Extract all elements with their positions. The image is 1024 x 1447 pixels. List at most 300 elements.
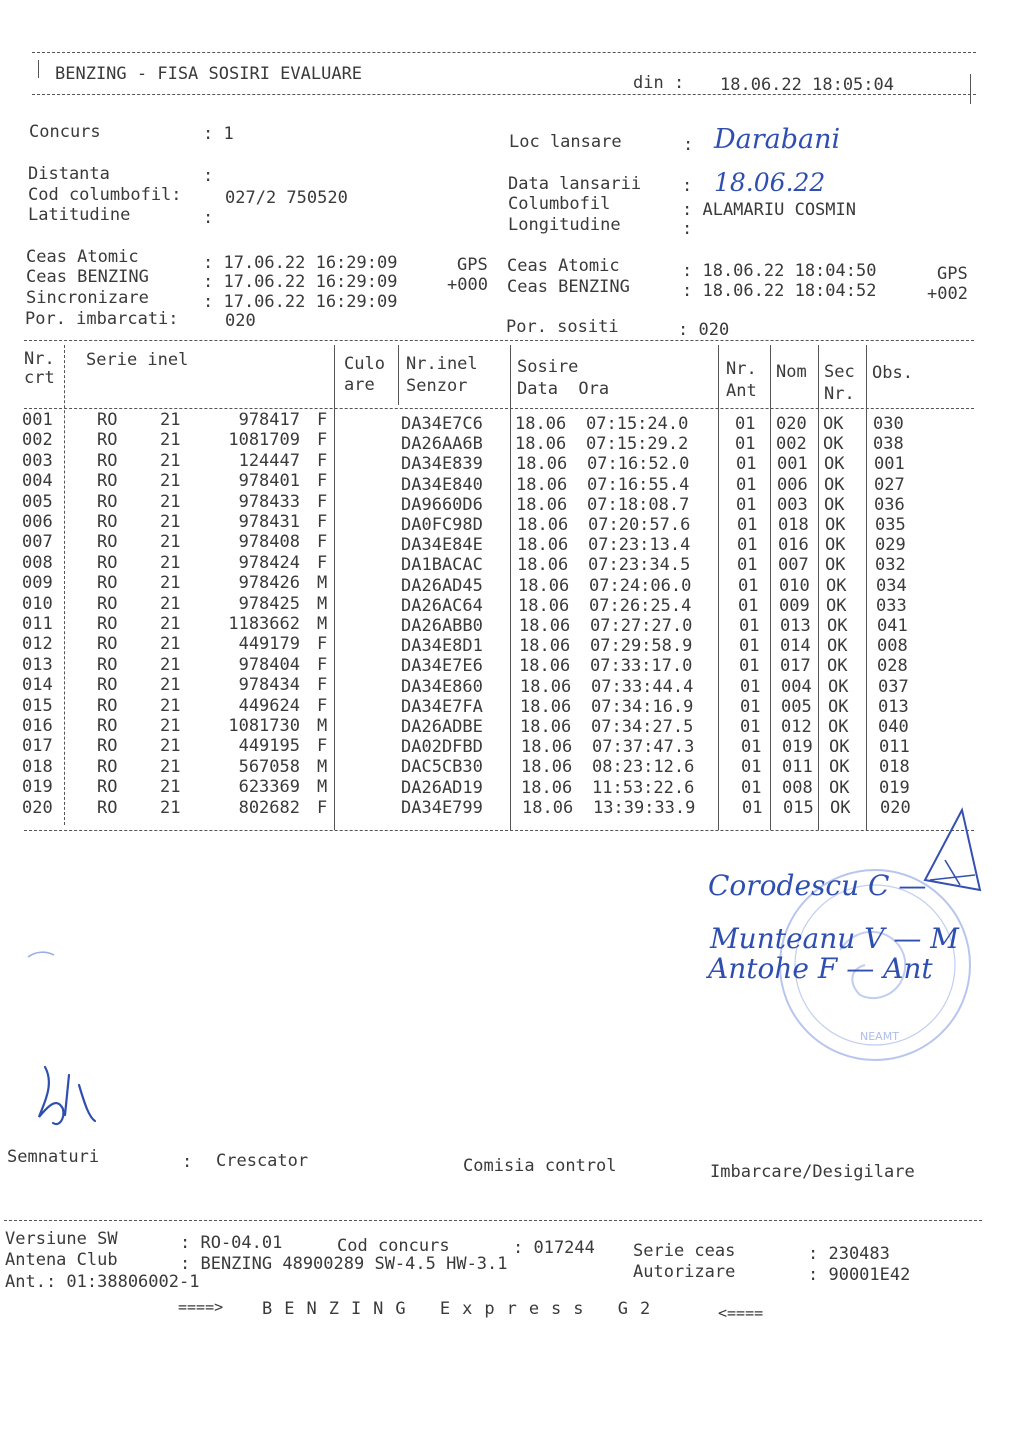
cell-date: 18.06 bbox=[521, 737, 573, 758]
cell-obs: 041 bbox=[877, 616, 908, 636]
cell-nr: 008 bbox=[22, 552, 53, 573]
cell-year: 21 bbox=[160, 614, 181, 634]
cell-obs: 029 bbox=[875, 535, 906, 556]
cell-ring: 124447 bbox=[238, 450, 300, 471]
header-nr-ant-1: Nr. bbox=[726, 359, 757, 379]
cell-sensor: DA34E8D1 bbox=[401, 636, 483, 657]
header-nr-ant-2: Ant bbox=[726, 381, 757, 401]
cell-obs: 035 bbox=[875, 515, 906, 535]
right-clock-atomic-extra: GPS bbox=[937, 264, 968, 284]
cell-ring: 623369 bbox=[238, 777, 300, 798]
cell-year: 21 bbox=[160, 736, 181, 757]
cell-nom: 004 bbox=[781, 676, 812, 697]
table-row bbox=[0, 614, 1024, 634]
cell-sec: OK bbox=[824, 454, 845, 475]
cell-nr: 002 bbox=[22, 430, 53, 451]
cell-antenna: 01 bbox=[735, 414, 756, 434]
cell-nom: 019 bbox=[782, 737, 813, 758]
longitudine-label: Longitudine bbox=[508, 215, 621, 235]
header-sec-nr: Nr. bbox=[824, 384, 855, 404]
cell-year: 21 bbox=[160, 532, 181, 553]
cell-antenna: 01 bbox=[740, 696, 761, 717]
cell-sec: OK bbox=[826, 575, 847, 596]
cell-sensor: DA1BACAC bbox=[401, 555, 483, 576]
cell-ring: 978434 bbox=[238, 675, 300, 696]
cell-country: RO bbox=[97, 573, 118, 594]
cell-antenna: 01 bbox=[735, 434, 756, 455]
imbarcati-value: 020 bbox=[225, 311, 256, 331]
cell-sex: M bbox=[317, 573, 328, 594]
header-crt: crt bbox=[24, 368, 55, 388]
cell-sensor: DA34E839 bbox=[401, 454, 483, 475]
svg-text:Antohe F — Ant: Antohe F — Ant bbox=[708, 952, 933, 985]
cell-date: 18.06 bbox=[522, 797, 574, 818]
cell-date: 18.06 bbox=[520, 717, 572, 737]
cell-country: RO bbox=[97, 634, 118, 655]
cell-nr: 020 bbox=[22, 797, 53, 818]
header-sosire: Sosire bbox=[517, 357, 579, 377]
cell-sex: M bbox=[317, 777, 328, 798]
header-culo: Culo bbox=[344, 354, 385, 374]
cell-nom: 011 bbox=[782, 757, 813, 778]
cell-time: 07:34:16.9 bbox=[591, 696, 694, 717]
cell-country: RO bbox=[97, 430, 118, 451]
cell-sec: OK bbox=[827, 616, 848, 636]
cell-ring: 978401 bbox=[238, 471, 300, 492]
cell-obs: 011 bbox=[879, 737, 910, 758]
svg-text:Munteanu V — M: Munteanu V — M bbox=[710, 922, 959, 955]
cell-sex: F bbox=[317, 410, 328, 430]
cell-nr: 007 bbox=[22, 532, 53, 553]
cell-nom: 018 bbox=[778, 515, 809, 535]
cell-sex: F bbox=[317, 450, 328, 471]
versiune-value: : RO-04.01 bbox=[180, 1233, 283, 1253]
cell-date: 18.06 bbox=[516, 494, 568, 515]
cell-obs: 040 bbox=[878, 717, 909, 737]
crescator-label: Crescator bbox=[216, 1151, 309, 1171]
longitudine-value: : bbox=[682, 219, 693, 239]
cell-date: 18.06 bbox=[517, 515, 569, 535]
cell-country: RO bbox=[97, 695, 118, 716]
cell-year: 21 bbox=[160, 450, 181, 471]
cell-ring: 978408 bbox=[238, 532, 300, 553]
cell-nom: 017 bbox=[780, 656, 811, 677]
cell-obs: 037 bbox=[878, 676, 909, 697]
cell-country: RO bbox=[97, 614, 118, 634]
col-divider-culo bbox=[398, 345, 399, 405]
loc-lansare-label: Loc lansare bbox=[509, 132, 622, 152]
cell-nr: 017 bbox=[22, 736, 53, 757]
cell-sec: OK bbox=[828, 676, 849, 697]
cell-sex: F bbox=[317, 654, 328, 675]
table-top-border bbox=[24, 340, 974, 341]
header-nr-inel: Nr.inel bbox=[406, 354, 478, 374]
cell-sec: OK bbox=[823, 414, 844, 434]
columbofil-label: Columbofil bbox=[508, 194, 611, 214]
table-row bbox=[0, 552, 1024, 576]
header-nom: Nom bbox=[776, 362, 807, 382]
document-title: BENZING - FISA SOSIRI EVALUARE bbox=[55, 64, 363, 84]
cell-sex: M bbox=[317, 593, 328, 614]
comisia-label: Comisia control bbox=[463, 1156, 617, 1176]
serie-ceas-label: Serie ceas bbox=[633, 1241, 736, 1261]
cell-obs: 030 bbox=[873, 414, 904, 434]
antena-label: Antena Club bbox=[5, 1250, 118, 1270]
cell-country: RO bbox=[97, 552, 118, 573]
commission-signatures-and-stamp bbox=[690, 797, 1000, 1070]
cell-year: 21 bbox=[160, 777, 181, 798]
cell-nr: 004 bbox=[22, 471, 53, 492]
cell-country: RO bbox=[97, 593, 118, 614]
cell-obs: 020 bbox=[880, 797, 911, 818]
cell-antenna: 01 bbox=[736, 454, 757, 475]
table-row bbox=[0, 532, 1024, 556]
right-clock-benzing-label: Ceas BENZING bbox=[507, 277, 630, 297]
cell-date: 18.06 bbox=[521, 777, 573, 798]
cell-country: RO bbox=[97, 532, 118, 553]
cell-sec: OK bbox=[829, 737, 850, 758]
cell-time: 07:23:13.4 bbox=[588, 535, 691, 556]
cell-ring: 978426 bbox=[238, 573, 300, 594]
cell-country: RO bbox=[97, 654, 118, 675]
cell-date: 18.06 bbox=[521, 757, 573, 778]
cell-antenna: 01 bbox=[737, 555, 758, 576]
cell-ring: 978404 bbox=[238, 654, 300, 675]
cell-country: RO bbox=[97, 471, 118, 492]
autorizare-label: Autorizare bbox=[633, 1262, 736, 1282]
table-row bbox=[0, 675, 1024, 695]
cell-antenna: 01 bbox=[736, 494, 757, 515]
cell-nr: 015 bbox=[22, 695, 53, 716]
cell-ring: 978431 bbox=[238, 512, 300, 532]
table-row bbox=[0, 430, 1024, 455]
cell-year: 21 bbox=[160, 654, 181, 675]
loc-lansare-handwritten: Darabani bbox=[714, 124, 841, 155]
concurs-label: Concurs bbox=[29, 122, 101, 142]
header-obs: Obs. bbox=[872, 363, 913, 383]
svg-text:Corodescu C —: Corodescu C — bbox=[708, 869, 927, 902]
cell-nr: 012 bbox=[22, 634, 53, 655]
cell-sensor: DA02DFBD bbox=[401, 737, 483, 758]
cell-sec: OK bbox=[825, 535, 846, 556]
cell-sensor: DA26AA6B bbox=[401, 434, 483, 455]
cell-nom: 001 bbox=[777, 454, 808, 475]
table-row bbox=[0, 716, 1024, 736]
concurs-value: : 1 bbox=[203, 124, 234, 144]
cell-ring: 978433 bbox=[238, 491, 300, 512]
cell-sex: F bbox=[317, 491, 328, 512]
table-row bbox=[0, 736, 1024, 756]
cell-obs: 001 bbox=[874, 454, 905, 475]
latitudine-label: Latitudine bbox=[28, 205, 131, 225]
distanta-value: : bbox=[203, 166, 214, 186]
right-clock-benzing-value: : 18.06.22 18:04:52 bbox=[682, 281, 877, 301]
cell-sensor: DA34E799 bbox=[401, 797, 483, 818]
cell-sex: M bbox=[317, 716, 328, 736]
cell-time: 07:16:52.0 bbox=[587, 454, 690, 475]
cell-sensor: DA0FC98D bbox=[401, 515, 483, 535]
cell-obs: 036 bbox=[874, 494, 905, 515]
cell-sex: F bbox=[317, 797, 328, 818]
cell-nr: 006 bbox=[22, 512, 53, 532]
cell-date: 18.06 bbox=[516, 474, 568, 495]
cell-sec: OK bbox=[823, 434, 844, 455]
cell-country: RO bbox=[97, 716, 118, 736]
cell-time: 07:20:57.6 bbox=[588, 515, 691, 535]
din-value: 18.06.22 18:05:04 bbox=[720, 75, 894, 95]
cell-date: 18.06 bbox=[515, 414, 567, 434]
cell-antenna: 01 bbox=[741, 757, 762, 778]
cell-ring: 1081709 bbox=[228, 430, 300, 451]
cell-year: 21 bbox=[160, 634, 181, 655]
cell-country: RO bbox=[97, 675, 118, 696]
cell-sec: OK bbox=[829, 777, 850, 798]
cell-nr: 018 bbox=[22, 756, 53, 777]
cell-sec: OK bbox=[827, 656, 848, 677]
table-row bbox=[0, 450, 1024, 475]
cell-ring: 1081730 bbox=[228, 716, 300, 736]
table-header-border bbox=[24, 408, 974, 409]
cell-sec: OK bbox=[824, 474, 845, 495]
cell-sex: F bbox=[317, 675, 328, 696]
cell-obs: 028 bbox=[877, 656, 908, 677]
cell-antenna: 01 bbox=[741, 777, 762, 798]
cell-obs: 019 bbox=[879, 777, 910, 798]
cell-nr: 014 bbox=[22, 675, 53, 696]
cell-sensor: DA26ADBE bbox=[401, 717, 483, 737]
cell-sensor: DA34E840 bbox=[401, 474, 483, 495]
autorizare-value: : 90001E42 bbox=[808, 1265, 911, 1285]
cell-time: 07:18:08.7 bbox=[587, 494, 690, 515]
data-lansarii-label: Data lansarii bbox=[508, 174, 642, 194]
imbarcare-label: Imbarcare/Desigilare bbox=[710, 1162, 915, 1182]
cell-time: 07:37:47.3 bbox=[592, 737, 695, 758]
brand-arrow-right: <==== bbox=[718, 1304, 764, 1322]
cell-date: 18.06 bbox=[516, 454, 568, 475]
header-are: are bbox=[344, 375, 375, 395]
cell-nr: 013 bbox=[22, 654, 53, 675]
right-clock-benzing-extra: +002 bbox=[927, 284, 968, 304]
cell-sex: F bbox=[317, 634, 328, 655]
cell-sensor: DA26AD19 bbox=[401, 777, 483, 798]
cell-obs: 018 bbox=[879, 757, 910, 778]
header-left-edge bbox=[38, 60, 39, 78]
cell-date: 18.06 bbox=[518, 595, 570, 616]
header-nr: Nr. bbox=[24, 349, 55, 369]
table-row bbox=[0, 634, 1024, 657]
cell-ring: 449195 bbox=[238, 736, 300, 757]
latitudine-value: : bbox=[203, 208, 214, 228]
cell-antenna: 01 bbox=[737, 535, 758, 556]
crescator-signature bbox=[25, 1055, 105, 1135]
cell-date: 18.06 bbox=[517, 535, 569, 556]
data-lansarii-handwritten: 18.06.22 bbox=[714, 168, 826, 197]
cell-sec: OK bbox=[826, 595, 847, 616]
cell-antenna: 01 bbox=[739, 656, 760, 677]
cell-sex: F bbox=[317, 532, 328, 553]
cell-obs: 032 bbox=[875, 555, 906, 576]
cell-obs: 008 bbox=[877, 636, 908, 657]
cell-sec: OK bbox=[829, 757, 850, 778]
cell-nom: 014 bbox=[780, 636, 811, 657]
cell-country: RO bbox=[97, 736, 118, 757]
cell-sensor: DA26AC64 bbox=[401, 595, 483, 616]
table-row bbox=[0, 573, 1024, 596]
cell-sensor: DA26ABB0 bbox=[401, 616, 483, 636]
cell-time: 07:29:58.9 bbox=[590, 636, 693, 657]
cell-obs: 038 bbox=[873, 434, 904, 455]
cell-nom: 016 bbox=[778, 535, 809, 556]
cell-country: RO bbox=[97, 491, 118, 512]
cell-date: 18.06 bbox=[520, 676, 572, 697]
cell-antenna: 01 bbox=[739, 636, 760, 657]
cod-concurs-value: : 017244 bbox=[513, 1238, 595, 1258]
cod-columbofil-label: Cod columbofil: bbox=[28, 185, 182, 205]
cell-ring: 978424 bbox=[238, 552, 300, 573]
cell-year: 21 bbox=[160, 593, 181, 614]
cell-year: 21 bbox=[160, 430, 181, 451]
cell-antenna: 01 bbox=[738, 595, 759, 616]
header-serie-inel: Serie inel bbox=[86, 350, 189, 370]
header-right-edge bbox=[970, 74, 971, 104]
cell-sensor: DAC5CB30 bbox=[401, 757, 483, 778]
cell-nom: 006 bbox=[777, 474, 808, 495]
cell-country: RO bbox=[97, 512, 118, 532]
cell-time: 07:27:27.0 bbox=[590, 616, 693, 636]
left-clock-atomic-value: : 17.06.22 16:29:09 bbox=[203, 253, 398, 273]
cell-sensor: DA34E84E bbox=[401, 535, 483, 556]
sositi-label: Por. sositi bbox=[506, 317, 619, 337]
cell-sensor: DA34E7C6 bbox=[401, 414, 483, 434]
cod-columbofil-value: 027/2 750520 bbox=[225, 188, 348, 208]
cell-sex: F bbox=[317, 552, 328, 573]
header-data-ora: Data Ora bbox=[517, 379, 610, 399]
signatures-colon: : bbox=[182, 1152, 193, 1172]
cell-nom: 015 bbox=[783, 797, 814, 818]
cell-sex: M bbox=[317, 756, 328, 777]
cell-year: 21 bbox=[160, 552, 181, 573]
table-row bbox=[0, 777, 1024, 797]
table-row bbox=[0, 757, 1024, 777]
cell-year: 21 bbox=[160, 573, 181, 594]
cell-sex: F bbox=[317, 471, 328, 492]
cell-ring: 449179 bbox=[238, 634, 300, 655]
signatures-label: Semnaturi bbox=[7, 1147, 100, 1167]
cell-nom: 012 bbox=[781, 717, 812, 737]
cell-sex: F bbox=[317, 736, 328, 757]
cell-date: 18.06 bbox=[520, 696, 572, 717]
cell-sec: OK bbox=[824, 494, 845, 515]
data-lansarii-colon: : bbox=[682, 176, 693, 196]
cell-nom: 003 bbox=[777, 494, 808, 515]
cell-obs: 033 bbox=[876, 595, 907, 616]
cell-date: 18.06 bbox=[519, 656, 571, 677]
cell-country: RO bbox=[97, 450, 118, 471]
header-senzor: Senzor bbox=[406, 376, 468, 396]
cell-sensor: DA34E7E6 bbox=[401, 656, 483, 677]
cell-sec: OK bbox=[828, 717, 849, 737]
cell-nr: 001 bbox=[22, 410, 53, 430]
cell-country: RO bbox=[97, 777, 118, 798]
cell-antenna: 01 bbox=[742, 797, 763, 818]
table-row bbox=[0, 471, 1024, 495]
antena-value: : BENZING 48900289 SW-4.5 HW-3.1 bbox=[180, 1254, 508, 1274]
cell-antenna: 01 bbox=[739, 616, 760, 636]
cell-sec: OK bbox=[825, 515, 846, 535]
brand-name: BENZING Express G2 bbox=[262, 1299, 663, 1319]
cell-time: 07:34:27.5 bbox=[591, 717, 694, 737]
distanta-label: Distanta bbox=[28, 164, 110, 184]
cell-ring: 1183662 bbox=[228, 614, 300, 634]
cell-time: 07:15:24.0 bbox=[586, 414, 689, 434]
din-label: din : bbox=[633, 73, 685, 93]
cell-ring: 978425 bbox=[238, 593, 300, 614]
cell-sex: M bbox=[317, 614, 328, 634]
loc-lansare-colon: : bbox=[683, 135, 694, 155]
cell-ring: 802682 bbox=[238, 797, 300, 818]
cell-sensor: DA9660D6 bbox=[401, 494, 483, 515]
cell-obs: 034 bbox=[876, 575, 907, 596]
cell-nr: 019 bbox=[22, 777, 53, 798]
cell-sec: OK bbox=[827, 636, 848, 657]
cell-nr: 009 bbox=[22, 573, 53, 594]
cell-nr: 005 bbox=[22, 491, 53, 512]
cell-nom: 020 bbox=[776, 414, 807, 434]
columbofil-value: : ALAMARIU COSMIN bbox=[682, 200, 856, 220]
left-clock-benzing-value: : 17.06.22 16:29:09 bbox=[203, 272, 398, 292]
cell-country: RO bbox=[97, 797, 118, 818]
cell-antenna: 01 bbox=[737, 515, 758, 535]
cell-antenna: 01 bbox=[741, 737, 762, 758]
cell-nr: 003 bbox=[22, 450, 53, 471]
cell-time: 07:26:25.4 bbox=[589, 595, 692, 616]
footer-top-border bbox=[4, 1220, 982, 1221]
cell-sex: F bbox=[317, 430, 328, 451]
table-row bbox=[0, 655, 1024, 675]
cell-date: 18.06 bbox=[519, 636, 571, 657]
cell-time: 07:15:29.2 bbox=[586, 434, 689, 455]
cell-time: 07:33:44.4 bbox=[591, 676, 694, 697]
cell-nr: 011 bbox=[22, 614, 53, 634]
cell-time: 07:23:34.5 bbox=[588, 555, 691, 576]
cell-nr: 016 bbox=[22, 716, 53, 736]
cell-time: 07:16:55.4 bbox=[587, 474, 690, 495]
header-top-border bbox=[32, 52, 976, 53]
cell-ring: 449624 bbox=[238, 695, 300, 716]
right-clock-atomic-value: : 18.06.22 18:04:50 bbox=[682, 261, 877, 281]
cell-nom: 005 bbox=[781, 696, 812, 717]
cell-time: 08:23:12.6 bbox=[592, 757, 695, 778]
cell-nom: 002 bbox=[776, 434, 807, 455]
cell-year: 21 bbox=[160, 675, 181, 696]
cell-nom: 007 bbox=[778, 555, 809, 576]
cell-sex: F bbox=[317, 512, 328, 532]
stray-mark bbox=[24, 945, 64, 965]
cell-date: 18.06 bbox=[518, 575, 570, 596]
table-row bbox=[0, 491, 1024, 515]
cell-date: 18.06 bbox=[515, 434, 567, 455]
cell-nom: 008 bbox=[782, 777, 813, 798]
cell-time: 07:24:06.0 bbox=[589, 575, 692, 596]
right-clock-atomic-label: Ceas Atomic bbox=[507, 256, 620, 276]
cell-sensor: DA26AD45 bbox=[401, 575, 483, 596]
versiune-label: Versiune SW bbox=[5, 1229, 118, 1249]
cod-concurs-label: Cod concurs bbox=[337, 1236, 450, 1256]
cell-antenna: 01 bbox=[736, 474, 757, 495]
cell-date: 18.06 bbox=[519, 616, 571, 636]
table-row bbox=[0, 410, 1024, 434]
cell-year: 21 bbox=[160, 491, 181, 512]
